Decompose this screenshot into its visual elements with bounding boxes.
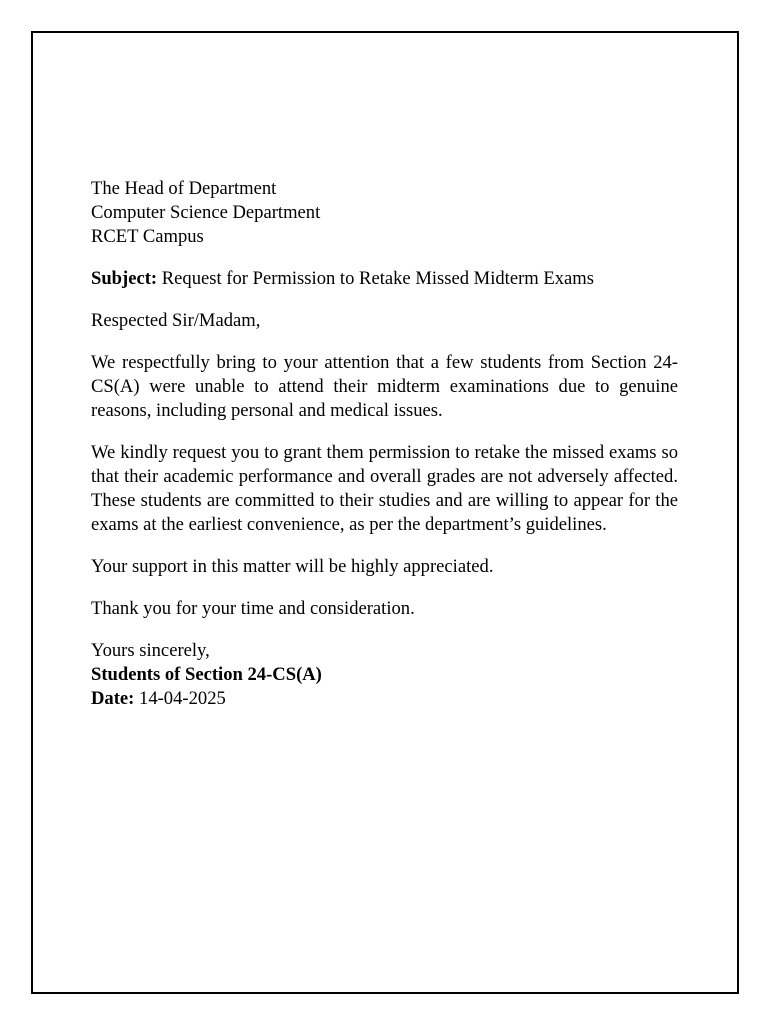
letter-page	[31, 31, 739, 994]
paragraph-2: We kindly request you to grant them permission to retake the missed exams so that their academic performance and overall grades are not adversely affected. These students are committed to their studies and are willing to appear for the exams at the earliest convenience, as per the department’s guidelines.	[91, 442, 678, 535]
date-line	[91, 687, 678, 711]
letter-body	[91, 177, 678, 711]
recipient-line-2: Computer Science Department	[91, 202, 321, 223]
closing-block	[91, 639, 678, 711]
date-value: 14-04-2025	[134, 688, 226, 709]
subject-label: Subject:	[91, 268, 158, 289]
paragraph-3: Your support in this matter will be highly appreciated.	[91, 556, 494, 577]
recipient-line-1: The Head of Department	[91, 178, 277, 199]
date-label: Date:	[91, 688, 135, 709]
recipient-block	[91, 177, 678, 249]
paragraph-4: Thank you for your time and consideration.	[91, 598, 415, 619]
signature: Students of Section 24-CS(A)	[91, 664, 322, 685]
subject-line	[91, 267, 678, 291]
closing: Yours sincerely,	[91, 640, 210, 661]
paragraph-1: We respectfully bring to your attention that a few students from Section 24-CS(A) were unable to attend their midterm examinations due to genuine reasons, including personal and medical issues.	[91, 352, 678, 421]
subject-text: Request for Permission to Retake Missed Midterm Exams	[157, 268, 595, 289]
salutation: Respected Sir/Madam,	[91, 310, 261, 331]
recipient-line-3: RCET Campus	[91, 226, 204, 247]
